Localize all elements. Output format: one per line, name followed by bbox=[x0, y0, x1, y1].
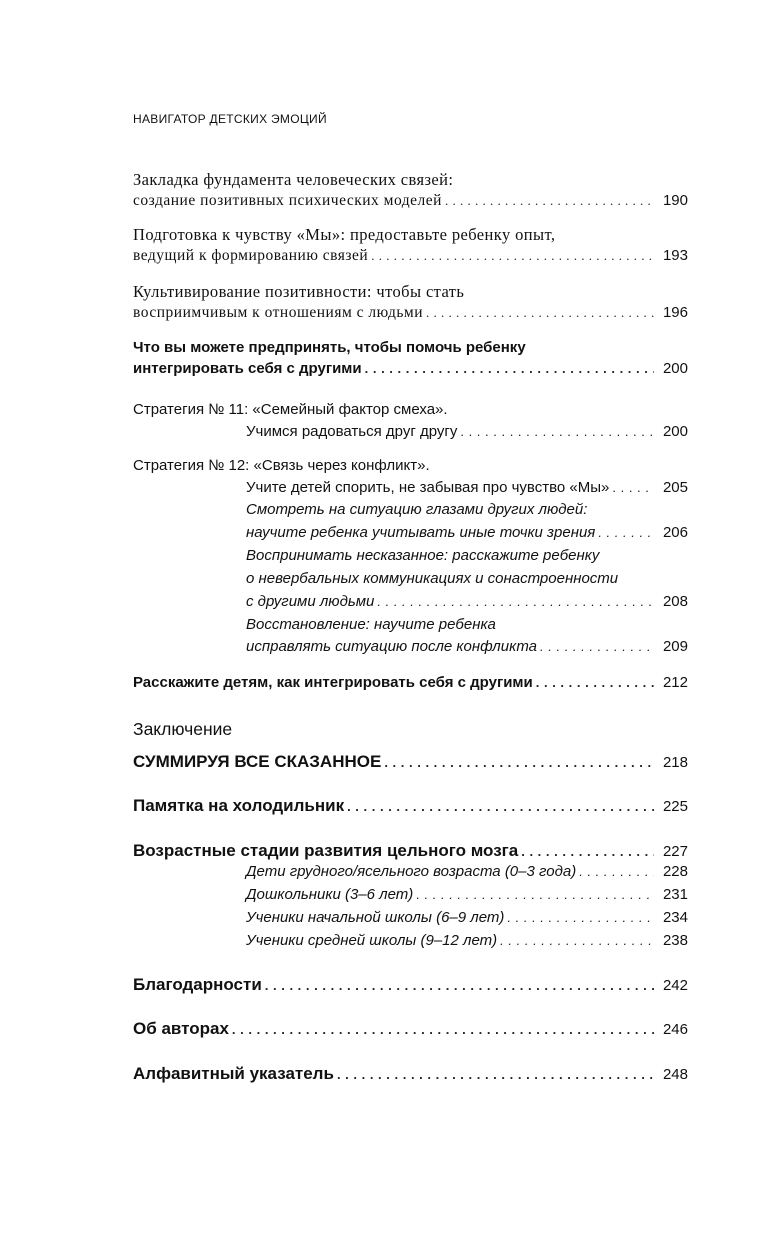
leader-dots bbox=[598, 525, 654, 540]
leader-dots bbox=[426, 305, 654, 321]
toc-entry-title: интегрировать себя с другими bbox=[133, 360, 362, 377]
leader-dots bbox=[460, 424, 654, 439]
toc-entry-title: Ученики средней школы (9–12 лет) bbox=[246, 932, 498, 949]
page-number: 193 bbox=[662, 247, 688, 264]
page-number: 200 bbox=[662, 423, 688, 440]
toc-entry-title: Что вы можете предпринять, чтобы помочь ребенку bbox=[133, 339, 526, 356]
page-number: 242 bbox=[662, 977, 688, 994]
page-number: 218 bbox=[662, 754, 688, 771]
toc-entry-title: Дети грудного/ясельного возраста (0–3 года) bbox=[246, 863, 577, 880]
page-number: 234 bbox=[662, 909, 688, 926]
page-number: 208 bbox=[662, 593, 688, 610]
running-header: НАВИГАТОР ДЕТСКИХ ЭМОЦИЙ bbox=[133, 112, 327, 126]
toc-subentry[interactable] bbox=[246, 886, 688, 910]
toc-entry[interactable] bbox=[246, 593, 688, 617]
leader-dots bbox=[500, 933, 654, 948]
toc-entry[interactable] bbox=[133, 975, 688, 999]
page-number: 225 bbox=[662, 798, 688, 815]
toc-entry-title: Дошкольники (3–6 лет) bbox=[246, 886, 414, 903]
toc-entry-title: создание позитивных психических моделей bbox=[133, 192, 442, 209]
toc-entry-title: Алфавитный указатель bbox=[133, 1064, 334, 1083]
toc-entry[interactable] bbox=[133, 1064, 688, 1088]
leader-dots bbox=[232, 1022, 654, 1037]
strategy-title: Стратегия № 12: «Связь через конфликт». bbox=[133, 457, 430, 474]
leader-dots bbox=[579, 864, 654, 879]
toc-entry-title: Смотреть на ситуацию глазами других людей: bbox=[246, 501, 588, 518]
page-number: 209 bbox=[662, 638, 688, 655]
leader-dots bbox=[371, 248, 654, 264]
toc-entry-title: ведущий к формированию связей bbox=[133, 247, 369, 264]
page-number: 227 bbox=[662, 843, 688, 860]
toc-entry-title: исправлять ситуацию после конфликта bbox=[246, 638, 538, 655]
toc-entry[interactable] bbox=[246, 524, 688, 548]
toc-entry-title: Возрастные стадии развития цельного мозга bbox=[133, 841, 519, 860]
page-number: 246 bbox=[662, 1021, 688, 1038]
page-number: 238 bbox=[662, 932, 688, 949]
toc-subentry[interactable] bbox=[246, 863, 688, 887]
leader-dots bbox=[521, 844, 654, 859]
page-number: 200 bbox=[662, 360, 688, 377]
toc-entry[interactable] bbox=[246, 479, 688, 503]
toc-entry-title: научите ребенка учитывать иные точки зрения bbox=[246, 524, 596, 541]
leader-dots bbox=[384, 755, 654, 770]
toc-entry-title: Подготовка к чувству «Мы»: предоставьте ребенку опыт, bbox=[133, 225, 556, 244]
toc-entry[interactable] bbox=[133, 192, 688, 216]
toc-entry[interactable] bbox=[133, 796, 688, 820]
leader-dots bbox=[540, 639, 654, 654]
toc-entry[interactable] bbox=[133, 360, 688, 384]
page-number: 206 bbox=[662, 524, 688, 541]
leader-dots bbox=[347, 799, 654, 814]
page-number: 190 bbox=[662, 192, 688, 209]
leader-dots bbox=[612, 480, 654, 495]
toc-entry[interactable] bbox=[133, 304, 688, 328]
toc-entry[interactable] bbox=[133, 841, 688, 865]
toc-entry-title: Учимся радоваться друг другу bbox=[246, 423, 458, 440]
leader-dots bbox=[365, 361, 654, 376]
leader-dots bbox=[377, 594, 654, 609]
toc-entry-title: Об авторах bbox=[133, 1019, 229, 1038]
page-number: 205 bbox=[662, 479, 688, 496]
section-label: Заключение bbox=[133, 719, 233, 739]
leader-dots bbox=[337, 1067, 654, 1082]
toc-subentry[interactable] bbox=[246, 932, 688, 956]
leader-dots bbox=[507, 910, 654, 925]
page-number: 248 bbox=[662, 1066, 688, 1083]
leader-dots bbox=[265, 978, 654, 993]
leader-dots bbox=[536, 675, 654, 690]
toc-entry-title: Ученики начальной школы (6–9 лет) bbox=[246, 909, 505, 926]
toc-entry[interactable] bbox=[133, 1019, 688, 1043]
leader-dots bbox=[416, 887, 654, 902]
toc-entry[interactable] bbox=[246, 423, 688, 447]
page-number: 228 bbox=[662, 863, 688, 880]
toc-entry-title: Культивирование позитивности: чтобы стать bbox=[133, 282, 465, 301]
toc-entry[interactable] bbox=[246, 638, 688, 662]
toc-entry-title: Памятка на холодильник bbox=[133, 796, 345, 815]
toc-entry[interactable] bbox=[133, 674, 688, 698]
toc-entry-title: Благодарности bbox=[133, 975, 262, 994]
toc-entry[interactable] bbox=[133, 752, 688, 776]
toc-entry-title: Закладка фундамента человеческих связей: bbox=[133, 170, 454, 189]
toc-entry[interactable] bbox=[133, 247, 688, 271]
leader-dots bbox=[445, 193, 654, 209]
toc-subentry[interactable] bbox=[246, 909, 688, 933]
toc-entry-title: с другими людьми bbox=[246, 593, 375, 610]
page-number: 196 bbox=[662, 304, 688, 321]
toc-entry-title: о невербальных коммуникациях и сонастроенности bbox=[246, 570, 619, 587]
page-number: 212 bbox=[662, 674, 688, 691]
toc-entry-title: Воспринимать несказанное: расскажите ребенку bbox=[246, 547, 600, 564]
toc-entry-title: Учите детей спорить, не забывая про чувство «Мы» bbox=[246, 479, 610, 496]
toc-entry-title: восприимчивым к отношениям с людьми bbox=[133, 304, 424, 321]
toc-entry-title: Расскажите детям, как интегрировать себя с другими bbox=[133, 674, 533, 691]
toc-entry-title: СУММИРУЯ ВСЕ СКАЗАННОЕ bbox=[133, 752, 382, 771]
toc-entry-title: Восстановление: научите ребенка bbox=[246, 616, 496, 633]
strategy-title: Стратегия № 11: «Семейный фактор смеха». bbox=[133, 401, 448, 418]
page-number: 231 bbox=[662, 886, 688, 903]
